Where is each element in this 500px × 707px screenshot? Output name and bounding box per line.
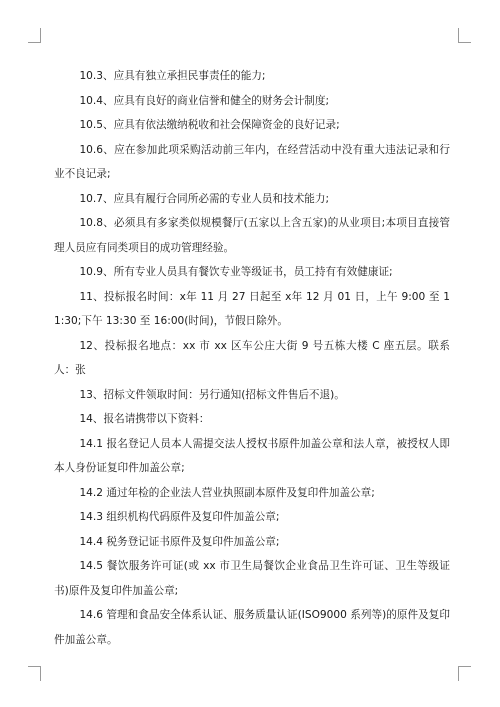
paragraph-14-3: 14.3 组织机构代码原件及复印件加盖公章; — [79, 511, 280, 523]
paragraph-10-3: 10.3、应具有独立承担民事责任的能力; — [79, 70, 266, 82]
paragraph-13-document-pickup: 13、招标文件领取时间：另行通知(招标文件售后不退)。 — [79, 388, 345, 401]
paragraph-14-materials-heading: 14、报名请携带以下资料： — [79, 413, 210, 425]
paragraph-10-8: 10.8、必须具有多家类似规模餐厅(五家以上含五家)的从业项目;本项目直接管理人员应有同类项目的成功管理经验。 — [54, 217, 450, 254]
paragraph-14-1: 14.1 报名登记人员本人需提交法人授权书原件加盖公章和法人章，被授权人即本人身份证复印件加盖公章; — [54, 437, 450, 474]
document-body — [54, 64, 450, 652]
crop-mark-top-right — [458, 28, 471, 43]
paragraph-14-4: 14.4 税务登记证书原件及复印件加盖公章; — [79, 535, 280, 548]
paragraph-14-2: 14.2 通过年检的企业法人营业执照副本原件及复印件加盖公章; — [79, 486, 375, 499]
crop-mark-bottom-left — [28, 666, 41, 681]
paragraph-10-5: 10.5、应具有依法缴纳税收和社会保障资金的良好记录; — [79, 119, 340, 131]
crop-mark-top-left — [28, 28, 41, 43]
crop-mark-bottom-right — [458, 666, 471, 681]
paragraph-11-registration-time: 11、投标报名时间：x年 11 月 27 日起至 x年 12 月 01 日，上午 9:00 至 11:30;下午 13:30 至 16:00(时间)，节假日除外。 — [54, 290, 450, 327]
paragraph-10-7: 10.7、应具有履行合同所必需的专业人员和技术能力; — [79, 192, 330, 205]
paragraph-14-6: 14.6 管理和食品安全体系认证、服务质量认证(ISO9000 系列等)的原件及复印件加盖公章。 — [54, 609, 450, 646]
paragraph-10-9: 10.9、所有专业人员具有餐饮专业等级证书，员工持有有效健康证; — [79, 266, 393, 278]
paragraph-10-6: 10.6、应在参加此项采购活动前三年内，在经营活动中没有重大违法记录和行业不良记录; — [54, 143, 450, 180]
paragraph-10-4: 10.4、应具有良好的商业信誉和健全的财务会计制度; — [79, 94, 330, 107]
paragraph-12-registration-location: 12、投标报名地点：xx 市 xx 区车公庄大街 9 号五栋大楼 C 座五层。联系人：张 — [54, 339, 450, 376]
paragraph-14-5: 14.5 餐饮服务许可证(或 xx 市卫生局餐饮企业食品卫生许可证、卫生等级证书)原件及复印件加盖公章; — [54, 560, 450, 597]
